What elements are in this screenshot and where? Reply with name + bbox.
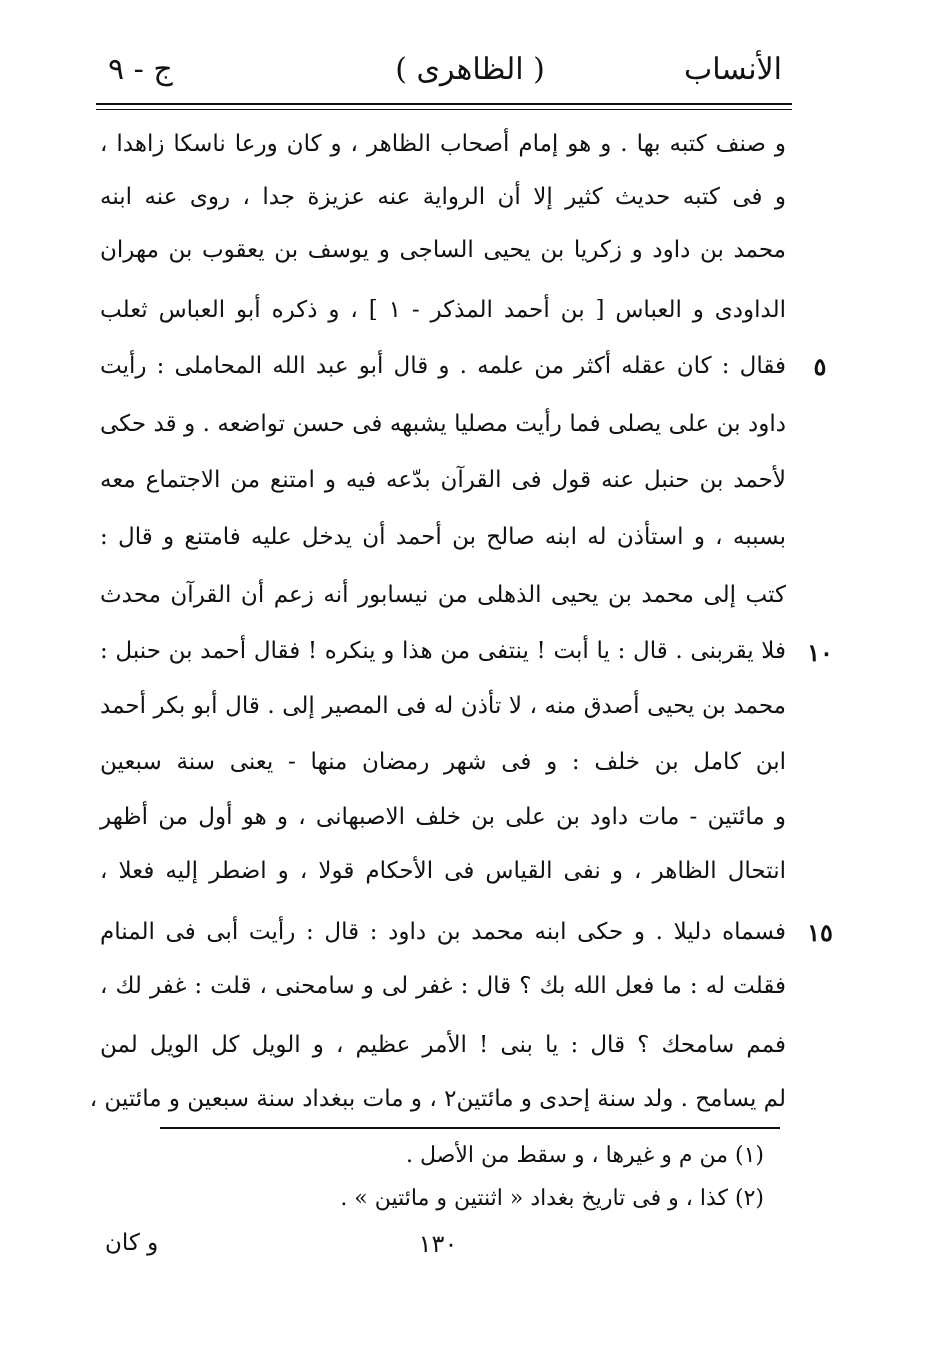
- footnote: (٢) كذا ، و فى تاريخ بغداد « اثنتين و مائتين » .: [340, 1186, 764, 1211]
- text-line: انتحال الظاهر ، و نفى القياس فى الأحكام قولا ، و اضطر إليه فعلا ،: [100, 858, 786, 884]
- text-line: فسماه دليلا . و حكى ابنه محمد بن داود : قال : رأيت أبى فى المنام: [100, 919, 786, 945]
- text-line: فقلت له : ما فعل الله بك ؟ قال : غفر لى و سامحنى ، قلت : غفر لك ،: [100, 973, 786, 999]
- header-rule: [96, 103, 792, 105]
- text-line: و مائتين - مات داود بن على بن خلف الاصبهانى ، و هو أول من أظهر: [100, 804, 786, 830]
- running-title: ( الظاهرى ): [395, 52, 545, 87]
- text-line: لم يسامح . ولد سنة إحدى و مائتين٢ ، و مات ببغداد سنة سبعين و مائتين ،: [89, 1086, 786, 1112]
- text-line: كتب إلى محمد بن يحيى الذهلى من نيسابور أنه زعم أن القرآن محدث: [100, 582, 786, 608]
- header-rule-thin: [96, 109, 792, 110]
- text-line: فقال : كان عقله أكثر من علمه . و قال أبو عبد الله المحاملى : رأيت: [100, 353, 786, 379]
- line-number: ٥: [813, 352, 827, 381]
- volume-label: ج - ٩: [108, 52, 173, 87]
- text-line: لأحمد بن حنبل عنه قول فى القرآن بدّعه فيه و امتنع من الاجتماع معه: [100, 467, 786, 493]
- catchword: و كان: [105, 1230, 159, 1256]
- text-line: محمد بن يحيى أصدق منه ، لا تأذن له فى المصير إلى . قال أبو بكر أحمد: [100, 693, 786, 719]
- book-title: الأنساب: [684, 52, 782, 87]
- text-line: بسببه ، و استأذن له ابنه صالح بن أحمد أن يدخل عليه فامتنع و قال :: [100, 524, 786, 550]
- text-line: و فى كتبه حديث كثير إلا أن الرواية عنه عزيزة جدا ، روى عنه ابنه: [100, 184, 786, 210]
- text-line: داود بن على يصلى فما رأيت مصليا يشبهه فى حسن تواضعه . و قد حكى: [100, 411, 786, 437]
- line-number: ١٥: [807, 918, 833, 947]
- text-line: ابن كامل بن خلف : و فى شهر رمضان منها - يعنى سنة سبعين: [100, 749, 786, 775]
- footnote-rule: [160, 1127, 780, 1129]
- text-line: محمد بن داود و زكريا بن يحيى الساجى و يوسف بن يعقوب بن مهران: [100, 237, 786, 263]
- page-number: ١٣٠: [418, 1230, 458, 1258]
- text-line: فلا يقربنى . قال : يا أبت ! ينتفى من هذا و ينكره ! فقال أحمد بن حنبل :: [100, 638, 786, 664]
- line-number: ١٠: [807, 638, 833, 667]
- text-line: فمم سامحك ؟ قال : يا بنى ! الأمر عظيم ، و الويل كل الويل لمن: [100, 1032, 786, 1058]
- text-line: و صنف كتبه بها . و هو إمام أصحاب الظاهر ، و كان ورعا ناسكا زاهدا ،: [100, 131, 786, 157]
- footnote: (١) من م و غيرها ، و سقط من الأصل .: [406, 1143, 764, 1168]
- text-line: الداودى و العباس [ بن أحمد المذكر - ١ ] ، و ذكره أبو العباس ثعلب: [100, 297, 786, 323]
